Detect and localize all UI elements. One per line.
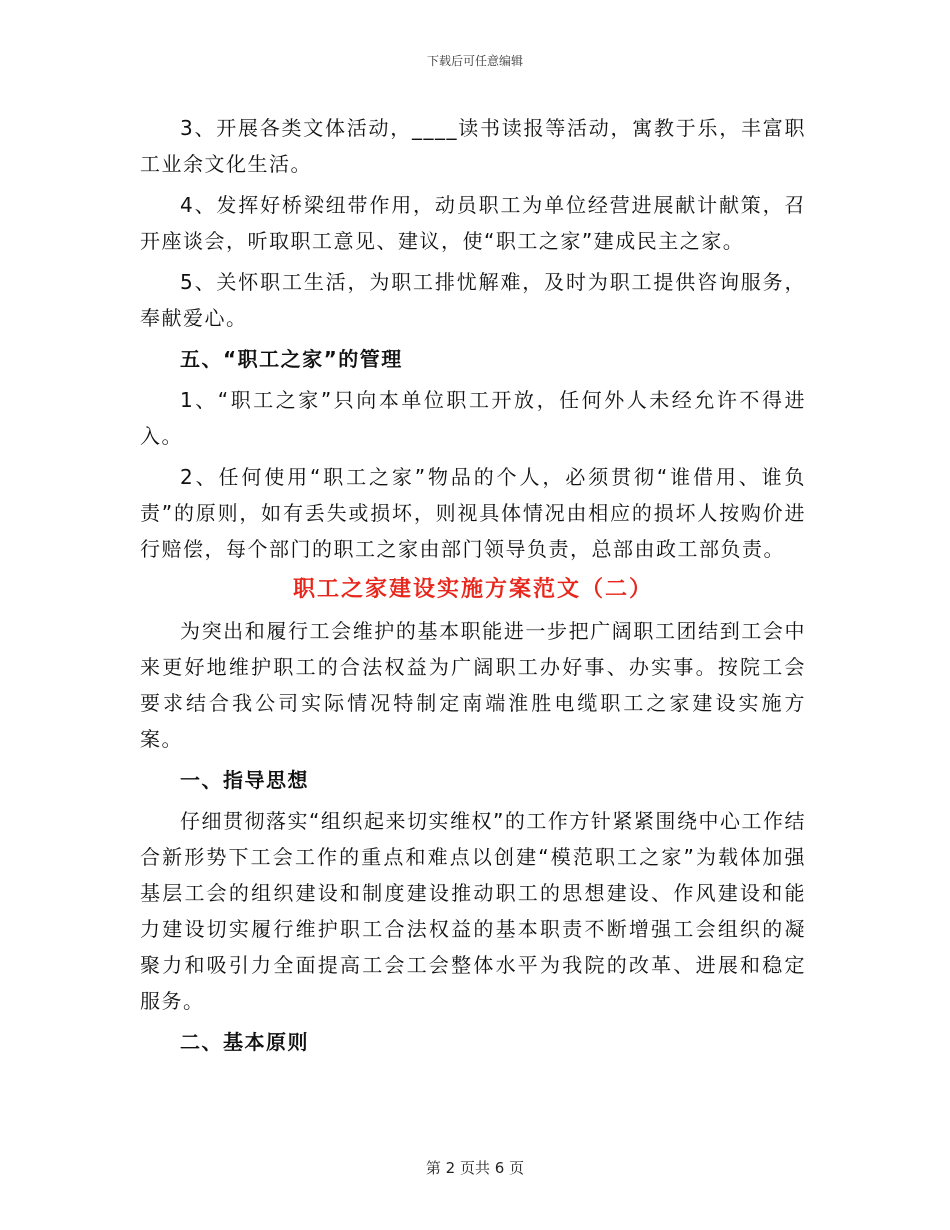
paragraph-intro: 为突出和履行工会维护的基本职能进一步把广阔职工团结到工会中来更好地维护职工的合法权益为广阔职工办好事、办实事。按院工会要求结合我公司实际情况特制定南端淮胜电缆职工之家建设实施方案。 [140,619,806,751]
document-title: 职工之家建设实施方案范文（二） [292,577,653,602]
paragraph-item-4: 4、发挥好桥梁纽带作用，动员职工为单位经营进展献计献策，召开座谈会，听取职工意见、建议，使“职工之家”建成民主之家。 [140,193,806,253]
paragraph-item-3: 3、开展各类文体活动，____读书读报等活动，寓教于乐，丰富职工业余文化生活。 [140,116,806,176]
paragraph-item-5: 5、关怀职工生活，为职工排忧解难，及时为职工提供咨询服务，奉献爱心。 [140,270,806,330]
section-heading-management: 五、“职工之家”的管理 [180,347,403,371]
page-footer: 第 2 页共 6 页 [425,1159,525,1177]
paragraph-management-2: 2、任何使用“职工之家”物品的个人，必须贯彻“谁借用、谁负责”的原则，如有丢失或损坏，则视具体情况由相应的损坏人按购价进行赔偿，每个部门的职工之家由部门领导负责，总部由政工部负责。 [140,465,806,561]
document-body [140,110,806,1065]
section-heading-guiding-ideology: 一、指导思想 [180,768,309,792]
page-header: 下载后可任意编辑 [426,54,523,68]
paragraph-guiding-ideology: 仔细贯彻落实“组织起来切实维权”的工作方针紧紧围绕中心工作结合新形势下工会工作的重点和难点以创建“模范职工之家”为载体加强基层工会的组织建设和制度建设推动职工的思想建设、作风建设和能力建设切实履行维护职工合法权益的基本职责不断增强工会组织的凝聚力和吸引力全面提高工会工会整体水平为我院的改革、进展和稳定服务。 [140,809,806,1013]
paragraph-management-1: 1、“职工之家”只向本单位职工开放，任何外人未经允许不得进入。 [140,388,806,448]
section-heading-basic-principles: 二、基本原则 [180,1030,309,1054]
